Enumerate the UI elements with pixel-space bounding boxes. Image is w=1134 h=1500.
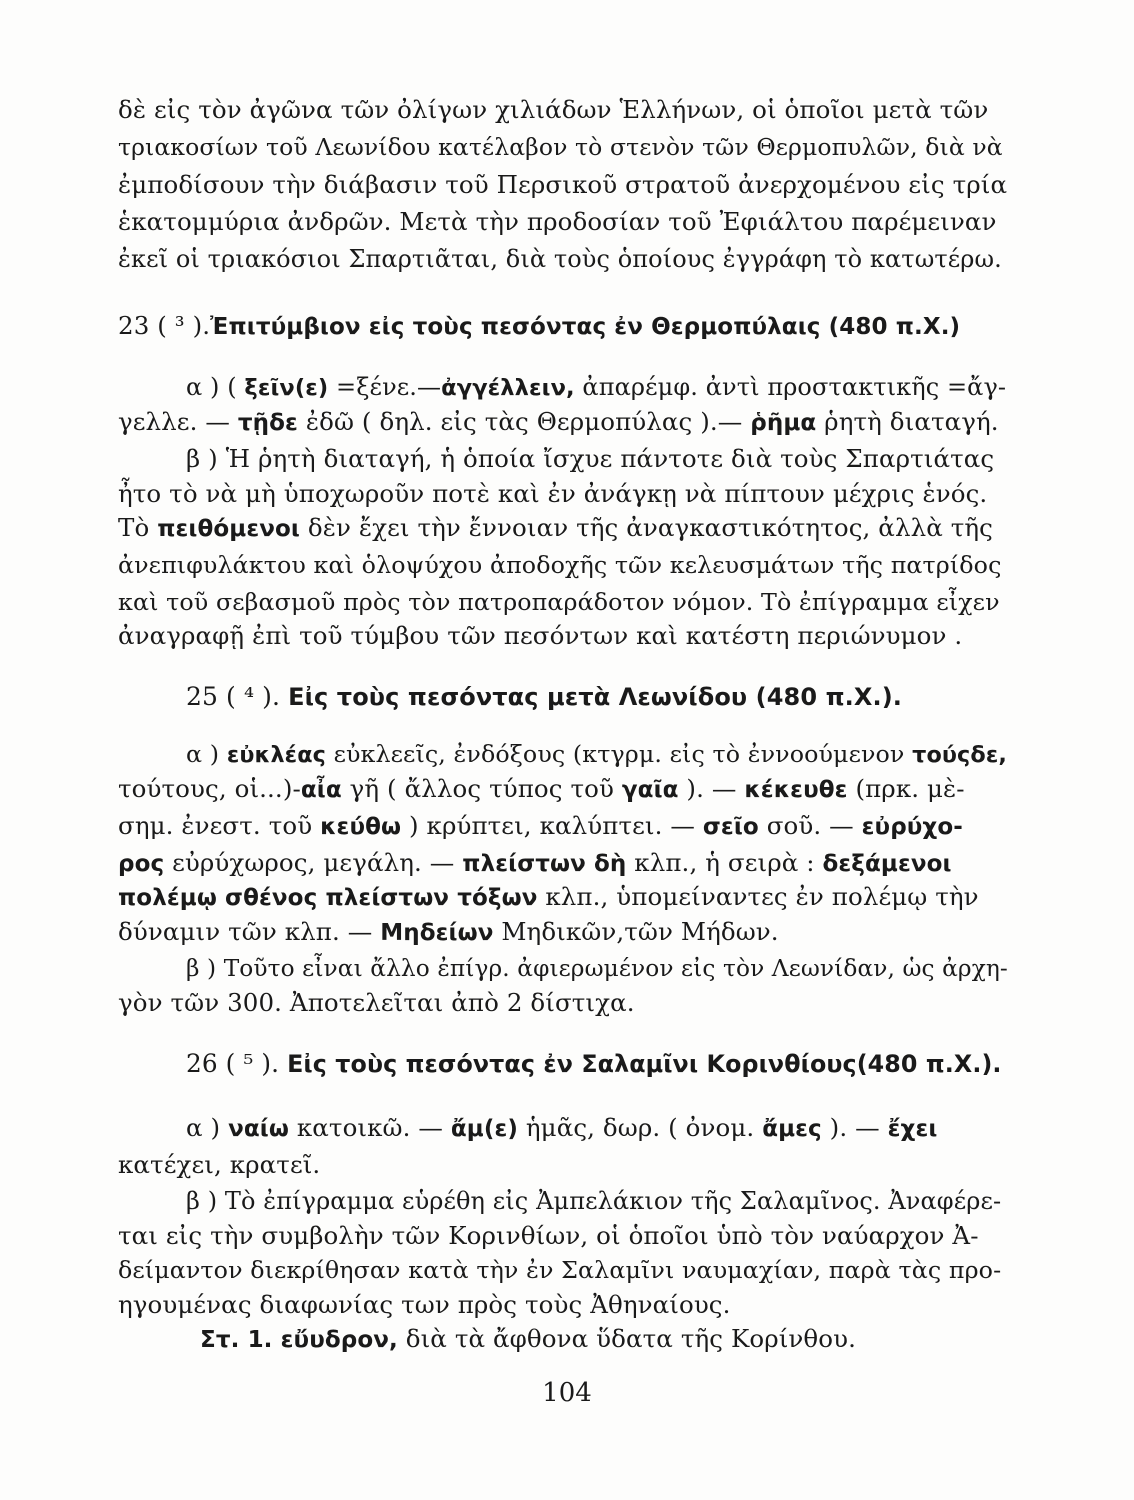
text-line: β ) Τὸ ἐπίγραμμα εὑρέθη εἰς Ἀμπελάκιον τῆς Σαλαμῖνος. Ἀναφέρε- [186, 1187, 1002, 1215]
text-line: β ) Τοῦτο εἶναι ἄλλο ἐπίγρ. ἀφιερωμένον εἰς τὸν Λεωνίδαν, ὡς ἀρχη- [186, 955, 1008, 982]
text-line: α ) εὐκλέας εὐκλεεῖς, ἐνδόξους (κτγρμ. εἰς τὸ ἐννοούμενον τούςδε, [186, 740, 1007, 768]
text-line: ἀναγραφῇ ἐπὶ τοῦ τύμβου τῶν πεσόντων καὶ κατέστη περιώνυμον . [118, 621, 963, 650]
text-line: ρος εὐρύχωρος, μεγάλη. — πλείστων δὴ κλπ., ἡ σειρὰ : δεξάμενοι [118, 848, 952, 877]
text-line: τριακοσίων τοῦ Λεωνίδου κατέλαβον τὸ στενὸν τῶν Θερμοπυλῶν, διὰ νὰ [118, 133, 1003, 161]
section-26-heading: 26 ( ⁵ ). Εἰς τοὺς πεσόντας ἐν Σαλαμῖνι Κορινθίους(480 π.Χ.). [186, 1049, 1002, 1078]
text-line: α ) ναίω κατοικῶ. — ἄμ(ε) ἡμᾶς, δωρ. ( ὀνομ. ἄμες ). — ἔχει [186, 1113, 938, 1142]
text-line: ἑκατομμύρια ἀνδρῶν. Μετὰ τὴν προδοσίαν τοῦ Ἐφιάλτου παρέμειναν [118, 207, 997, 236]
text-line: β ) Ἡ ῥητὴ διαταγή, ἡ ὁποία ἴσχυε πάντοτε διὰ τοὺς Σπαρτιάτας [186, 444, 995, 473]
section-23-heading: 23 ( ³ ).Ἐπιτύμβιον εἰς τοὺς πεσόντας ἐν Θερμοπύλαις (480 π.Χ.) [118, 311, 961, 340]
text-line: γελλε. — τῇδε ἐδῶ ( δηλ. εἰς τὰς Θερμοπύλας ).— ῥῆμα ῥητὴ διαταγή. [118, 407, 999, 436]
text-line: ἐμποδίσουν τὴν διάβασιν τοῦ Περσικοῦ στρατοῦ ἀνερχομένου εἰς τρία [118, 170, 1008, 199]
text-line: καὶ τοῦ σεβασμοῦ πρὸς τὸν πατροπαράδοτον νόμον. Τὸ ἐπίγραμμα εἶχεν [118, 588, 1000, 616]
text-line: δὲ εἰς τὸν ἀγῶνα τῶν ὀλίγων χιλιάδων Ἑλλήνων, οἱ ὁποῖοι μετὰ τῶν [118, 95, 989, 124]
text-line: γὸν τῶν 300. Ἀποτελεῖται ἀπὸ 2 δίστιχα. [118, 988, 635, 1017]
text-line: σημ. ἐνεστ. τοῦ κεύθω ) κρύπτει, καλύπτει. — σεῖο σοῦ. — εὐρύχο- [118, 811, 963, 840]
text-line: ἀνεπιφυλάκτου καὶ ὁλοψύχου ἀποδοχῆς τῶν κελευσμάτων τῆς πατρίδος [118, 551, 1002, 579]
text-line: κατέχει, κρατεῖ. [118, 1150, 321, 1179]
text-line: Στ. 1. εὔυδρον, διὰ τὰ ἄφθονα ὕδατα τῆς Κορίνθου. [200, 1324, 857, 1353]
section-25-heading: 25 ( ⁴ ). Εἰς τοὺς πεσόντας μετὰ Λεωνίδου (480 π.Χ.). [186, 682, 902, 711]
text-line: πολέμῳ σθένος πλείστων τόξων κλπ., ὑπομείναντες ἐν πολέμῳ τὴν [118, 882, 979, 911]
page-number: 104 [542, 1378, 592, 1408]
text-line: τούτους, οἱ...)-αἶα γῆ ( ἄλλος τύπος τοῦ γαῖα ). — κέκευθε (πρκ. μὲ- [118, 774, 965, 803]
text-line: ηγουμένας διαφωνίας των πρὸς τοὺς Ἀθηναίους. [118, 1290, 731, 1319]
text-line: δύναμιν τῶν κλπ. — Μηδείων Μηδικῶν,τῶν Μήδων. [118, 917, 779, 946]
text-line: ἦτο τὸ νὰ μὴ ὑποχωροῦν ποτὲ καὶ ἐν ἀνάγκῃ νὰ πίπτουν μέχρις ἑνός. [118, 479, 988, 508]
text-line: α ) ( ξεῖν(ε) =ξένε.—ἀγγέλλειν, ἀπαρέμφ. ἀντὶ προστακτικῆς =ἄγ- [186, 373, 1007, 401]
text-line: Τὸ πειθόμενοι δὲν ἔχει τὴν ἔννοιαν τῆς ἀναγκαστικότητος, ἀλλὰ τῆς [118, 513, 993, 542]
text-line: δείμαντον διεκρίθησαν κατὰ τὴν ἐν Σαλαμῖνι ναυμαχίαν, παρὰ τὰς προ- [118, 1256, 1002, 1284]
text-line: ται εἰς τὴν συμβολὴν τῶν Κορινθίων, οἱ ὁποῖοι ὑπὸ τὸν ναύαρχον Ἀ- [118, 1221, 979, 1250]
text-line: ἐκεῖ οἱ τριακόσιοι Σπαρτιᾶται, διὰ τοὺς ὁποίους ἐγγράφη τὸ κατωτέρω. [118, 245, 1002, 273]
